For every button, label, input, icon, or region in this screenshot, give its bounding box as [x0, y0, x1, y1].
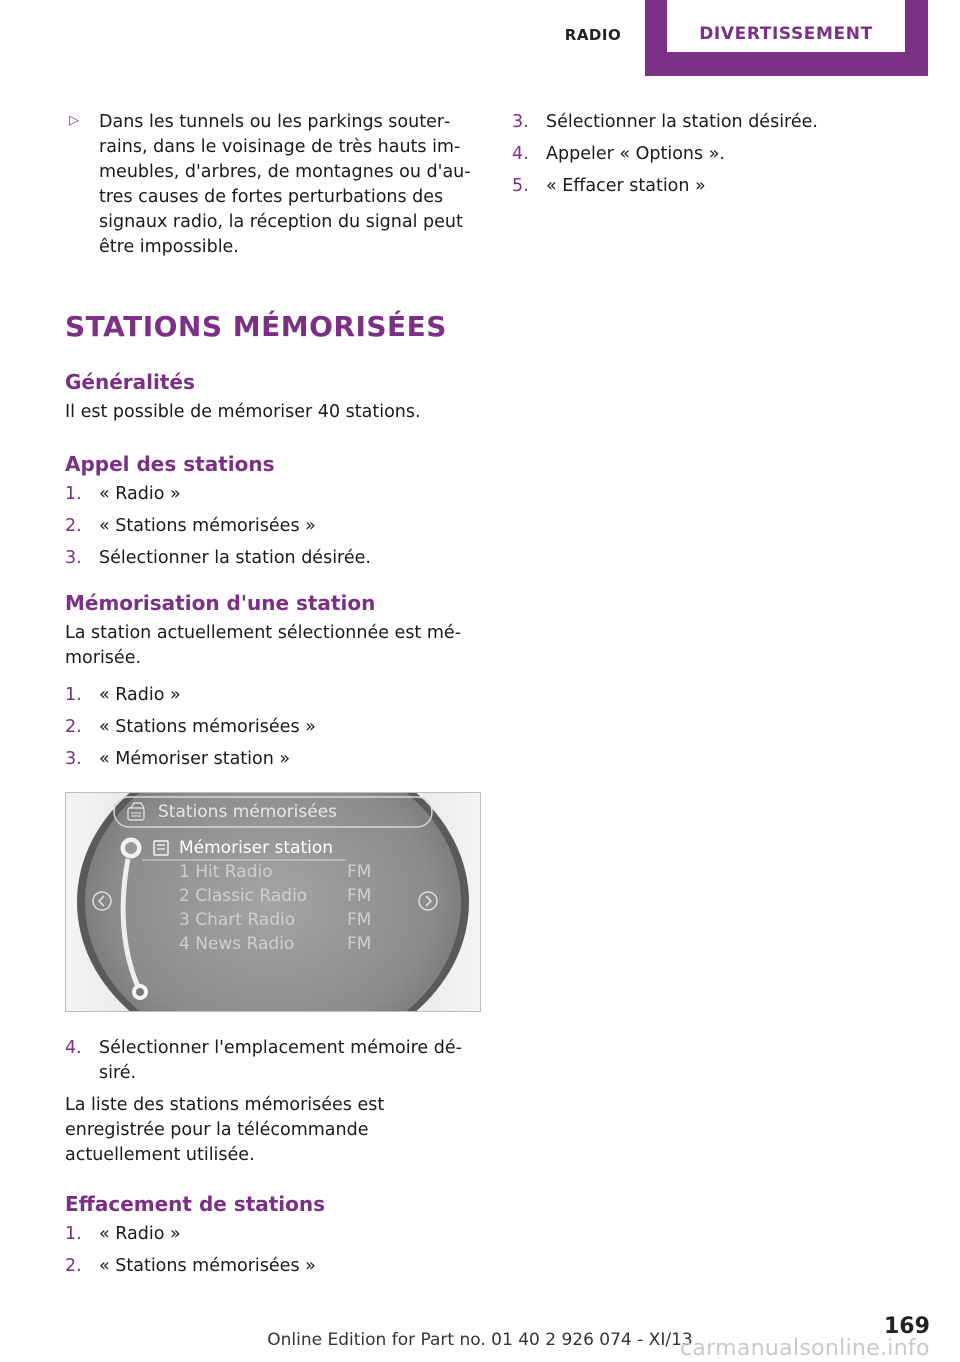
list-item: 4. Appeler « Options ».: [512, 144, 725, 164]
left-column: [65, 110, 481, 1286]
header-tab: [645, 0, 928, 76]
memorisation-step4: [65, 1036, 481, 1086]
effacement-steps-continued: [512, 110, 932, 199]
appel-title: Appel des stations: [65, 452, 275, 476]
list-item: 2. « Stations mémorisées »: [65, 516, 316, 536]
list-item: 1. « Radio »: [65, 1224, 181, 1244]
list-item: 3. Sélectionner la station désirée.: [65, 548, 371, 568]
station-row: 3 Chart Radio FM: [179, 910, 372, 930]
screen-header-label: Stations mémorisées: [158, 802, 338, 822]
note-text: Dans les tunnels ou les parkings souterrains, dans le voisinage de très hauts immeubles, d'arbres, de montagnes ou d'autres causes de fortes perturbations des signaux radio, la réception du signal peut être impossible.: [99, 112, 471, 257]
list-item: 3. Sélectionner la station désirée.: [512, 112, 818, 132]
generalites-title: Généralités: [65, 370, 195, 394]
effacement-title: Effacement de stations: [65, 1192, 326, 1216]
memorisation-after-text: La liste des stations mémorisées est enregistrée pour la télécommande actuellement utilisée.: [65, 1095, 385, 1165]
header-section: RADIO: [564, 26, 622, 44]
generalites-text: Il est possible de mémoriser 40 stations.: [65, 402, 421, 422]
list-item: 1. « Radio »: [65, 685, 181, 705]
station-row: 4 News Radio FM: [179, 934, 372, 954]
list-item: 5. « Effacer station »: [512, 176, 706, 196]
list-item: 4. Sélectionner l'emplacement mémoire désiré.: [65, 1038, 462, 1083]
right-column: [512, 110, 932, 206]
memorisation-steps: [65, 683, 481, 772]
list-item: 1. « Radio »: [65, 484, 181, 504]
list-item: 3. « Mémoriser station »: [65, 749, 291, 769]
triangle-bullet-icon: ▷: [69, 113, 79, 128]
station-row: 2 Classic Radio FM: [179, 886, 372, 906]
page-number: 169: [884, 1314, 930, 1339]
section-title: STATIONS MÉMORISÉES: [65, 310, 447, 343]
footer-edition: Online Edition for Part no. 01 40 2 926 074 - XI/13: [267, 1330, 693, 1350]
note-bullet: [65, 110, 481, 260]
idrive-screen-image: [65, 792, 481, 1012]
screen-selected-item: Mémoriser station: [179, 838, 334, 858]
memorisation-title: Mémorisation d'une station: [65, 591, 376, 615]
watermark: carmanualsonline.info: [680, 1336, 930, 1361]
appel-steps: [65, 482, 481, 571]
station-row: 1 Hit Radio FM: [179, 862, 372, 882]
list-item: 2. « Stations mémorisées »: [65, 717, 316, 737]
effacement-steps: [65, 1222, 481, 1279]
list-item: 2. « Stations mémorisées »: [65, 1256, 316, 1276]
memorisation-text: La station actuellement sélectionnée est mémorisée.: [65, 623, 462, 668]
header-tab-label: DIVERTISSEMENT: [667, 0, 905, 52]
